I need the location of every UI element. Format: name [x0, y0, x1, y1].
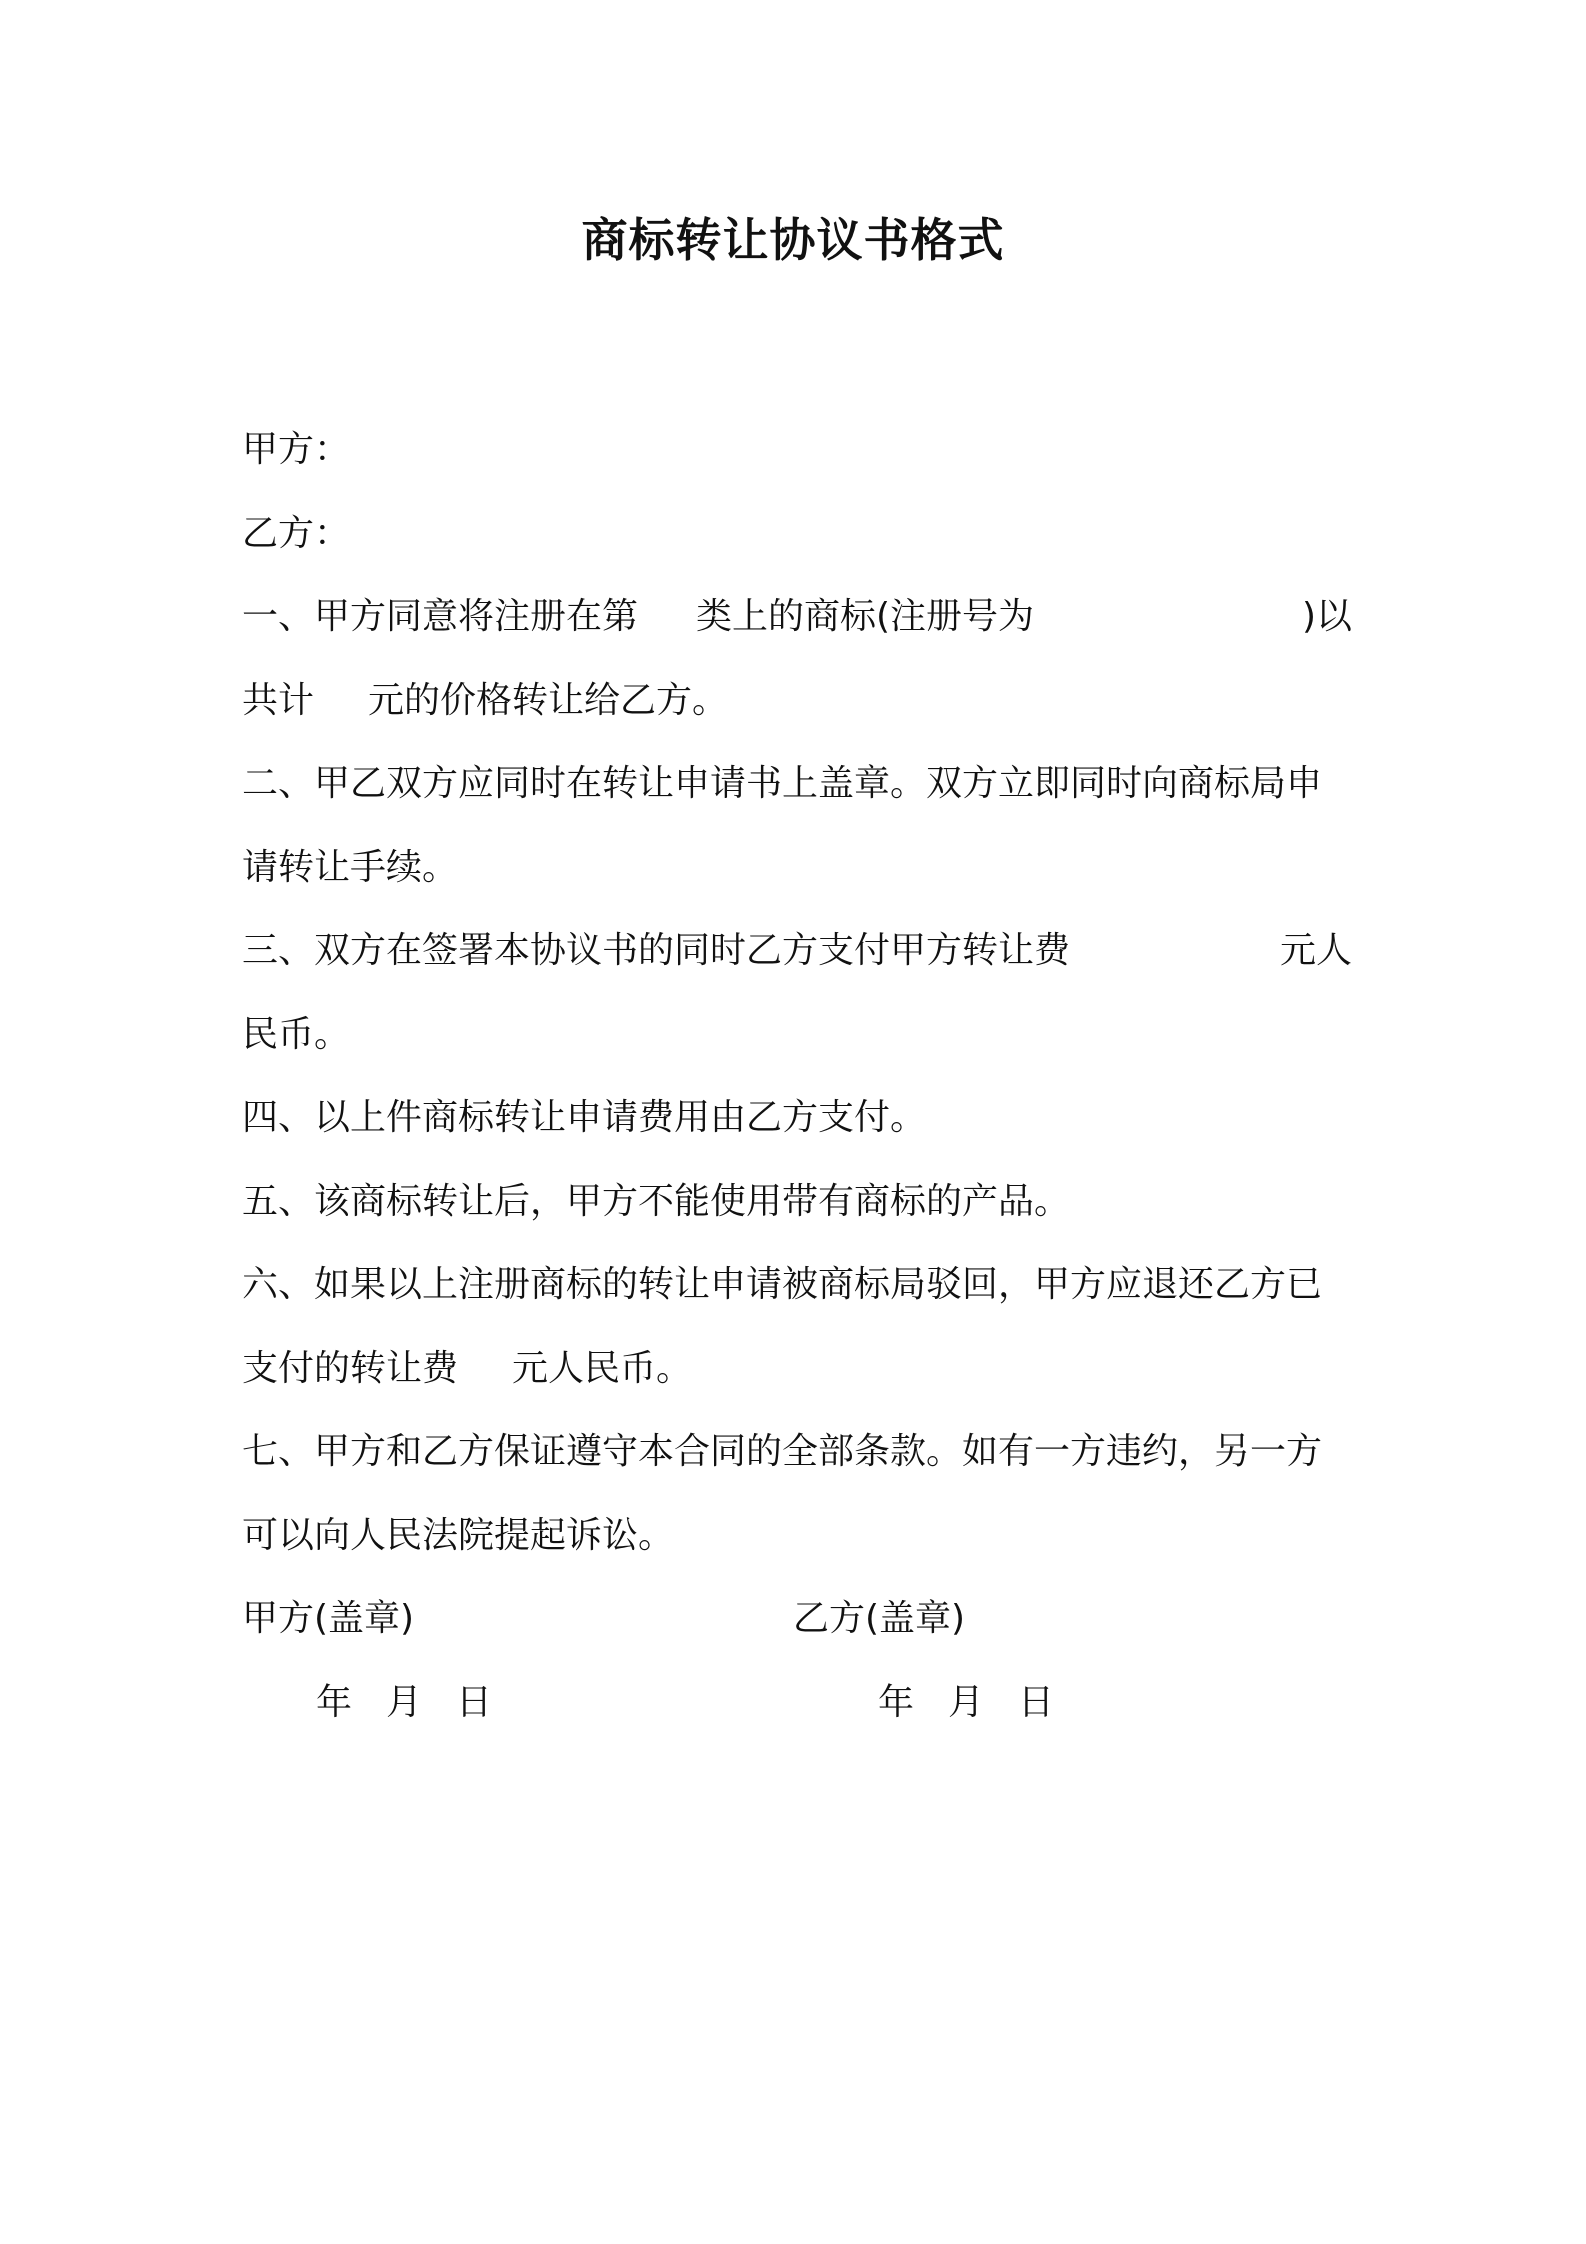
document-title: 商标转让协议书格式: [581, 213, 1005, 267]
clause-6-text-c: 元人民币。: [512, 1347, 693, 1389]
clause-4-text: 四、以上件商标转让申请费用由乙方支付。: [242, 1097, 927, 1138]
clause-1-text-c: )以: [1301, 596, 1352, 637]
date-day-label: 日: [1018, 1681, 1055, 1723]
clause-3-text-a: 三、双方在签署本协议书的同时乙方支付甲方转让费: [242, 930, 1071, 971]
clause-2-line-1: [242, 742, 1352, 826]
clause-1-text-e: 元的价格转让给乙方。: [368, 679, 729, 721]
clause-1-text-d: 共计: [242, 679, 315, 721]
clause-5-line: [242, 1160, 1352, 1244]
clause-1-text-a: 一、甲方同意将注册在第: [242, 596, 639, 637]
clause-5-text: 五、该商标转让后，甲方不能使用带有商标的产品。: [242, 1180, 1071, 1222]
clause-3-line-1: [242, 909, 1352, 993]
party-b-label: 乙方：: [242, 512, 351, 554]
party-b-line: [242, 492, 1352, 576]
clause-1-line-2: [242, 659, 1352, 743]
clause-6-text-b: 支付的转让费: [242, 1347, 459, 1389]
date-year-label: 年: [316, 1681, 353, 1723]
clause-6-line-2: [242, 1327, 1352, 1411]
clause-2-line-2: [242, 826, 1352, 910]
clause-7-text-b: 可以向人民法院提起诉讼。: [242, 1514, 675, 1556]
party-a-line: [242, 408, 1352, 492]
clause-1-text-b: 类上的商标(注册号为: [696, 596, 1035, 637]
clause-1-line-1: [242, 575, 1352, 659]
document-body: [242, 408, 1352, 1744]
clause-7-line-1: [242, 1410, 1352, 1494]
party-b-seal-label: 乙方(盖章): [793, 1598, 966, 1639]
clause-2-text-b: 请转让手续。: [242, 846, 459, 888]
party-a-label: 甲方：: [242, 429, 351, 470]
signature-row: [242, 1577, 1352, 1661]
date-month-label: 月: [386, 1681, 423, 1723]
clause-7-text-a: 七、甲方和乙方保证遵守本合同的全部条款。如有一方违约，另一方: [242, 1431, 1323, 1472]
clause-3-text-c: 民币。: [242, 1013, 351, 1055]
date-row: [242, 1661, 1352, 1745]
party-b-date: [878, 1661, 1054, 1745]
date-day-label: 日: [456, 1681, 493, 1723]
clause-6-text-a: 六、如果以上注册商标的转让申请被商标局驳回，甲方应退还乙方已: [242, 1264, 1323, 1305]
clause-2-text-a: 二、甲乙双方应同时在转让申请书上盖章。双方立即同时向商标局申: [242, 763, 1323, 804]
clause-4-line: [242, 1076, 1352, 1160]
clause-3-text-b: 元人: [1279, 930, 1352, 971]
clause-6-line-1: [242, 1243, 1352, 1327]
party-a-date: [316, 1661, 492, 1745]
clause-7-line-2: [242, 1494, 1352, 1578]
party-a-seal-label: 甲方(盖章): [242, 1598, 415, 1639]
clause-3-line-2: [242, 993, 1352, 1077]
date-month-label: 月: [948, 1681, 985, 1723]
date-year-label: 年: [878, 1681, 915, 1723]
